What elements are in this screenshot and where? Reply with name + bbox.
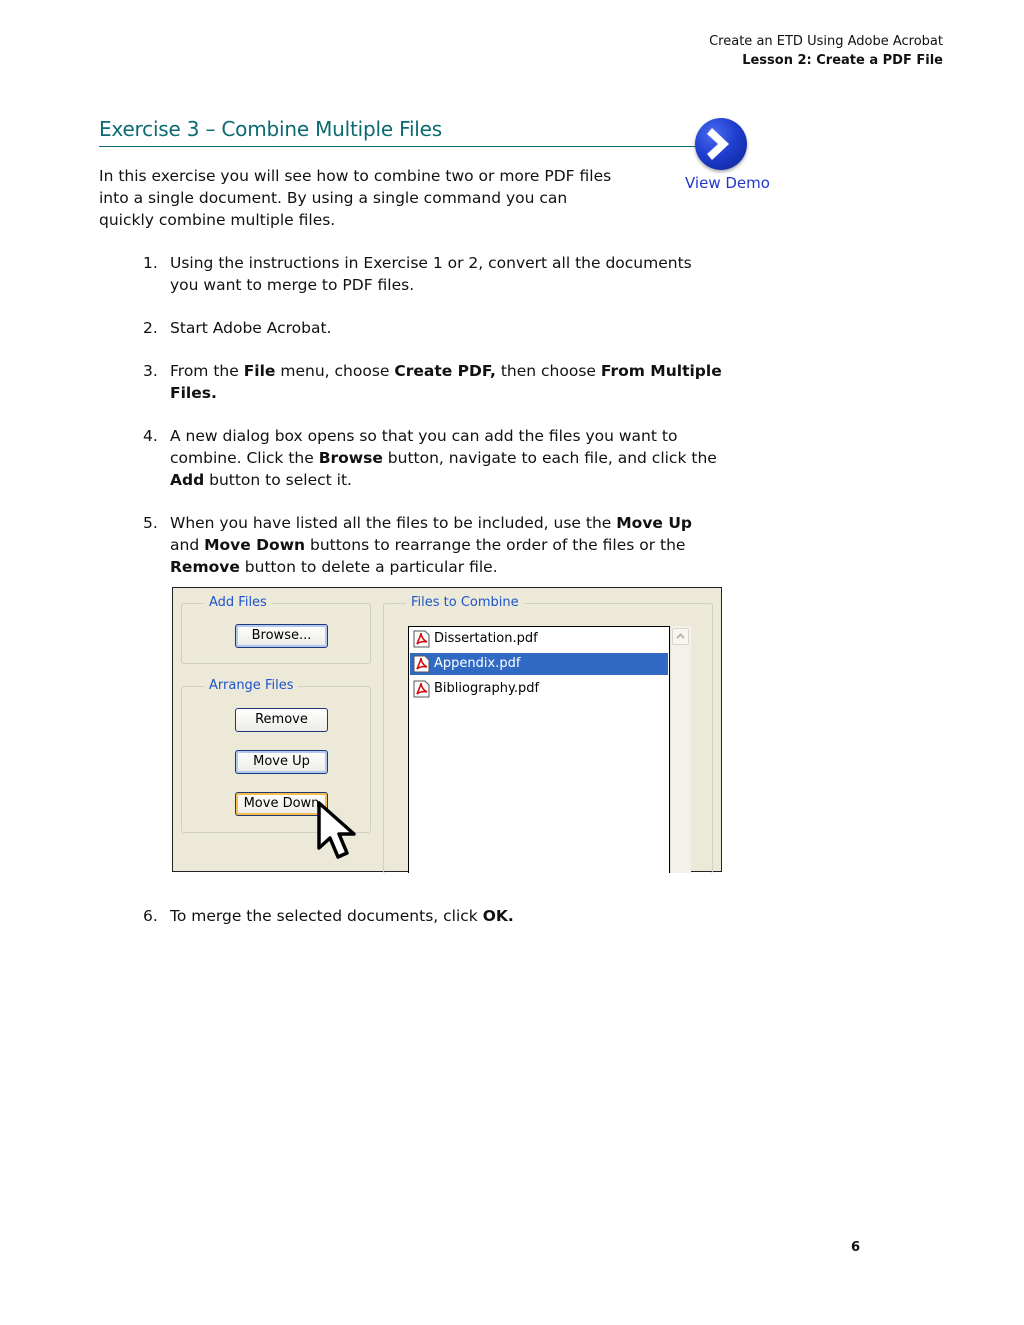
file-list-item[interactable] [410, 678, 668, 700]
header-course-title: Create an ETD Using Adobe Acrobat [709, 34, 943, 49]
move-down-button[interactable]: Move Down [235, 792, 328, 816]
step-number: 1. [143, 254, 158, 272]
browse-button[interactable]: Browse... [235, 624, 328, 648]
files-list-scrollbar[interactable] [670, 626, 691, 873]
file-name: Bibliography.pdf [434, 681, 540, 696]
step-text: When you have listed all the files to be included, use the [170, 514, 617, 532]
pdf-file-icon [413, 680, 430, 706]
step-bold-term: Move Down [204, 536, 306, 554]
move-up-button[interactable]: Move Up [235, 750, 328, 774]
step-text: From the [170, 362, 244, 380]
step-text: To merge the selected documents, click [170, 907, 483, 925]
step-number: 6. [143, 907, 158, 925]
step-1 [143, 252, 723, 296]
step-text: button, navigate to each file, and click the [382, 449, 717, 467]
file-name: Dissertation.pdf [434, 631, 538, 646]
view-demo-label: View Demo [685, 174, 770, 192]
remove-button[interactable]: Remove [235, 708, 328, 732]
add-files-title: Add Files [204, 595, 272, 611]
files-to-combine-title: Files to Combine [406, 595, 524, 611]
step-bold-term: Add [170, 471, 205, 489]
step-text: A new dialog box opens so that you can add the files you want to combine. Click the [170, 427, 678, 467]
step-2 [143, 317, 723, 339]
step-number: 2. [143, 319, 158, 337]
header-lesson-title: Lesson 2: Create a PDF File [742, 53, 943, 68]
add-files-group [181, 595, 371, 664]
step-4 [143, 425, 723, 491]
step-bold-term: Remove [170, 558, 240, 576]
step-bold-term: File [243, 362, 276, 380]
chevron-up-icon [673, 629, 688, 644]
step-5 [143, 512, 723, 578]
intro-paragraph: In this exercise you will see how to combine two or more PDF files into a single document. By using a single command you can quickly combine multiple files. [99, 167, 612, 229]
step-bold-term: Browse [318, 449, 383, 467]
steps-list [143, 252, 723, 599]
step-number: 3. [143, 362, 158, 380]
step-3 [143, 360, 723, 404]
page-number: 6 [851, 1240, 861, 1255]
step-text: menu, choose [275, 362, 395, 380]
step-6 [143, 905, 514, 927]
step-text: button to select it. [204, 471, 352, 489]
files-list[interactable] [408, 626, 670, 873]
file-list-item[interactable] [410, 653, 668, 675]
step-bold-term: Move Up [616, 514, 693, 532]
chevron-right-icon [695, 118, 747, 170]
running-header [709, 32, 943, 70]
step-text: Using the instructions in Exercise 1 or 2, convert all the documents you want to merge to PDF files. [170, 254, 692, 294]
step-text: button to delete a particular file. [239, 558, 498, 576]
step-bold-term: From Multiple Files. [170, 362, 722, 402]
step-number: 4. [143, 427, 158, 445]
scroll-up-button[interactable] [672, 628, 689, 645]
step-bold-term: Create PDF, [394, 362, 496, 380]
step-text: Start Adobe Acrobat. [170, 319, 332, 337]
step-text: then choose [495, 362, 601, 380]
file-list-item[interactable] [410, 628, 668, 650]
title-rule [99, 146, 705, 147]
combine-files-dialog-screenshot [172, 587, 722, 872]
arrange-files-title: Arrange Files [204, 678, 298, 694]
exercise-title: Exercise 3 – Combine Multiple Files [99, 117, 442, 141]
view-demo-link[interactable] [672, 118, 778, 198]
step-number: 5. [143, 514, 158, 532]
mouse-pointer-icon [316, 800, 360, 866]
step-text: and [170, 536, 205, 554]
step-text: buttons to rearrange the order of the files or the [305, 536, 686, 554]
file-name: Appendix.pdf [434, 656, 521, 671]
step-bold-term: OK. [482, 907, 514, 925]
